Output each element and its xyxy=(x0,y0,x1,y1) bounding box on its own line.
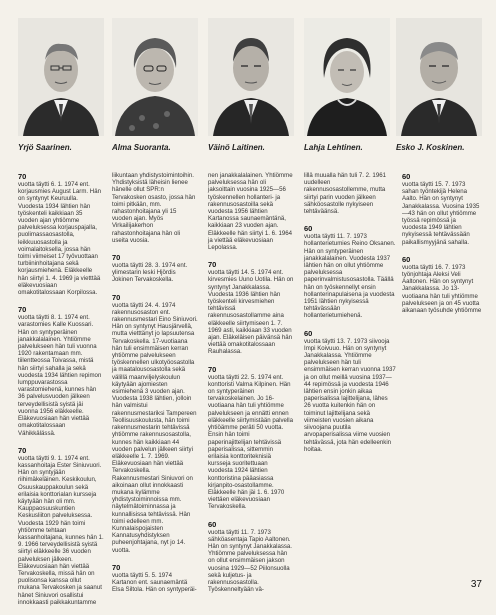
age-heading: 70 xyxy=(112,253,121,263)
text-column-1 xyxy=(18,172,104,615)
anniversary-entry xyxy=(208,260,294,355)
age-heading: 70 xyxy=(208,260,217,270)
age-heading: 70 xyxy=(112,562,121,572)
anniversary-entry xyxy=(112,172,198,244)
age-heading: 60 xyxy=(402,172,411,181)
text-column-4 xyxy=(304,172,396,462)
portrait-lahja-lehtinen xyxy=(304,18,390,152)
entry-text: vuotta täytti 11. 7. 1973 sähköasentaja Tapio Aaltonen. Hän on syntynyt Janakkalassa. Yhtiömme palveluksessa hän on ollut ensimmäisen jakson vuosina 1929—52 Piilonsuolla sekä kuljetus- ja rakennusosastolla. Työskenneltyään vä- xyxy=(208,528,293,594)
anniversary-entry xyxy=(304,224,396,319)
article-columns xyxy=(18,172,482,606)
anniversary-entry xyxy=(18,305,104,436)
entry-text: vuotta täytti 6. 1. 1974 ent. korjausmies August Larm. Hän on syntynyt Keuruulla. Vuodesta 1934 lähtien hän työskenteli kaikkiaan 35 vuoden ajan yhtiömme palveluksessa korjauspajalla, puolimassaosastolla, leikkuuosastolla ja voimalaitoksella, jossa hän toimi viimeiset 17 työvuottaan turbiininhoitajana sekä korjausmiehenä. Eläkkeelle hän siirtyi 1. 4. 1969 ja vietttää eläkevuosiaan omakotitalossaan Korpilossa. xyxy=(18,181,101,297)
age-heading: 70 xyxy=(208,364,217,374)
anniversary-entry xyxy=(208,365,294,511)
portrait-photo xyxy=(208,18,294,136)
anniversary-entry xyxy=(18,446,104,606)
age-heading: 60 xyxy=(304,224,313,234)
entry-text: vuotta täytti 28. 3. 1974 ent. ylimestarin leski Hjördis Jokinen Tervakoskella. xyxy=(112,262,188,284)
portrait-caption: Lahja Lehtinen. xyxy=(304,143,363,152)
entry-text: lillä muualla hän tuli 7. 2. 1961 uudelleen rakennusosastollemme, mutta siirtyi parin vuoden jälkeen sähköosastolle nykyiseen tehtäväänsä. xyxy=(304,172,386,216)
entry-text: vuotta täytti 5. 5. 1974 Kartanon ent. saunaemäntä Elsa Siltola. Hän on syntyperäi- xyxy=(112,571,197,594)
entry-text: vuotta täytti 9. 1. 1974 ent. kassanhoitaja Ester Siniuvuori. Hän on syntyjään riihimäkeläinen. Keskikoulun, Osuuskauppakoulun sekä erilaisia konttorialan kursseja käytyään hän oli mm. Kauppaosuuskuntien Keskusliiton palveluksessa. Vuodesta 1929 hän toimi yhtiömme tehtaan kassanhoitajana, kunnes hän 1. 9. 1966 terveydellisistä syistä siirtyi eläkkeelle 36 vuoden palveluksen jälkeen. Eläkevuosiaan hän viettää Tervakoskella, missä hän on puolisonsa kanssa ollut mukana Tervakosken ja saanut hänet Siniuvori osallistui innokkaasti paikkakuntamme xyxy=(18,454,104,606)
text-column-5 xyxy=(402,172,482,323)
portrait-caption: Alma Suoranta. xyxy=(112,143,171,152)
entry-text: vuotta täytti 15. 7. 1973 sahan työntekijä Helena Aalto. Hän on syntynyt Janakkalassa. Vuosina 1935—43 hän on ollut yhtiömme työssä repimössä ja vuodesta 1949 lähtien nykyisessä tehtävässään paikallismyyjänä sahalla. xyxy=(402,181,480,246)
anniversary-entry xyxy=(112,293,198,554)
entry-text: nen janakkalalainen. Yhtiömme palveluksessa hän oli jaksoittain vuosina 1925—56 työskennellen hollanteri- ja rakennusosastoilla sekä vuodesta 1956 lähtien Kartanossa saunaemäntänä, kaikkiaan 23 vuoden ajan. Eläkkeelle hän siirtyi 1. 6. 1964 ja viettää eläkevuosiaan Lepolassa. xyxy=(208,172,293,252)
anniversary-entry xyxy=(402,255,482,314)
anniversary-entry xyxy=(208,172,294,251)
entry-text: vuotta täytti 11. 7. 1973 hollanterietumies Reino Oksanen. Hän on syntyperäinen janakkalalainen. Vuodesta 1937 lähtien hän on ollut yhtiömme palveluksessa paperinvalmistusosastolla. Täällä hän on työskennellyt ensin hollanterinapulaisena ja vuodesta 1951 lähtien nykyisessä tehtävässään hollanterietumiehenä. xyxy=(304,233,396,320)
portrait-alma-suoranta xyxy=(112,18,198,152)
portrait-caption: Yrjö Saarinen. xyxy=(18,143,72,152)
portrait-esko-koskinen xyxy=(396,18,482,152)
age-heading: 60 xyxy=(304,328,313,338)
age-heading: 70 xyxy=(18,172,27,181)
portrait-row xyxy=(18,18,482,166)
anniversary-entry xyxy=(112,563,198,594)
age-heading: 60 xyxy=(208,519,217,529)
text-column-2 xyxy=(112,172,198,602)
anniversary-entry xyxy=(304,172,396,215)
entry-text: vuotta täytti 8. 1. 1974 ent. varastomies Kalle Kuossari. Hän on syntyperäinen janakkalalainen. Yhtiömme palvelukseen hän tuli vuonna 1920 rakentamaan mm. tiilentteossa Toivassa, mistä hän siirtyi sahalla ja sekä vuodesta 1934 lähtien repimon lumppuvarastossa varastomiehenä, kunnes hän 36 palvelusvuoden jälkeen terveydellisistä syistä jäi vuonna 1956 eläkkeelle. Eläkevuosiaan hän viettää omakotitalossaan Vähikkälässä. xyxy=(18,314,102,437)
portrait-photo xyxy=(396,18,482,136)
anniversary-entry xyxy=(112,253,198,284)
page-number: 37 xyxy=(470,579,482,590)
anniversary-entry xyxy=(402,172,482,246)
entry-text: vuotta täytti 24. 4. 1974 rakennusosaston ent. rakennusmestari Eino Siniuvori. Hän on syntynyt Hausjärvellä, mutta vietttänyt jo lapsuutensa Tervakoskella. 17-vuotiaana hän tuli ensimmäisen kerran yhtiömme palvelukseen työskennellen ulkotyöosastolla ja maatalousosastolla sekä välillä maanviljelyskoulun käytyään ajomiesten esimiehenä 3 vuoden ajan. Vuodesta 1938 lähtien, jolloin hän valmistui rakennusmestariksi Tampereen Teollisuuskoulusta, hän toimi rakennusmestarin tehtävissä yhtiömme rakennusosastolla, kunnes hän kaikkiaan 44 vuoden palvelun jälkeen siirtyi eläkkeelle 1. 7. 1969. Eläkevuosiaan hän viettää Tervakoskella. Rakennusmestari Siniuvori on aikoinaan ollut innokkaasti mukana kylämme yhdistystoiminnoissa mm. näytelmätoiminnassa ja kunnallisissa tehtävissä. Hän toimi edelleen mm. Kunnalaispojaisten Kannatusyhdistyksen puheenjohtajana, nyt jo 14. vuotta. xyxy=(112,301,198,554)
portrait-photo xyxy=(304,18,390,136)
portrait-photo xyxy=(112,18,198,136)
age-heading: 60 xyxy=(402,254,411,264)
portrait-vaino-laitinen xyxy=(208,18,294,152)
portrait-caption: Esko J. Koskinen. xyxy=(396,143,465,152)
portrait-yrjo-saarinen xyxy=(18,18,104,152)
entry-text: vuotta täytti 22. 5. 1974 ent. konttoristi Valma Kilpinen. Hän on syntyperäinen tervakoskelainen. Jo 16-vuotiaana hän tuli yhtiömme palvelukseen ja ennätti ennen eläkkeelle siirtymistään palvella yhtiöämme peräti 50 vuotta. Ensin hän toimi paperinajittelijan tehtävissä paperisalissa, sittemmin erilaisia konttoriteknisiä kursseja suoritettuaan vuodesta 1924 lähtien konttoristina pääasiassa kirjanpito-osastollamme. Eläkkeelle hän jäi 1. 6. 1970 viettäen eläkevuosiaan Tervakoskella. xyxy=(208,373,294,511)
text-column-3 xyxy=(208,172,294,602)
age-heading: 70 xyxy=(18,445,27,455)
age-heading: 70 xyxy=(112,292,121,302)
entry-text: vuotta täytti 14. 5. 1974 ent. kirvesmies Uuno Uotila. Hän on syntynyt Janakkalassa. Vuodesta 1936 lähtien hän työskenteli kirvesmiehen tehtävissä rakennusosastollamme aina eläkkeelle siirtymiseen 1. 7. 1969 asti, kaikkiaan 33 vuoden ajan. Eläkeläisen päivänsä hän viettää omakotitalossaan Rauhalassa. xyxy=(208,269,294,356)
entry-text: vuotta täytti 16. 7. 1973 työnjohtaja Aleksi Veli Aaltonen. Hän on syntynyt Janakkalassa. Jo 13-vuotiaana hän tuli yhtiömme palvelukseen ja on 45 vuotta aikanaan työsuhde yhtiömme xyxy=(402,263,482,315)
portrait-caption: Väinö Laitinen. xyxy=(208,143,265,152)
anniversary-entry xyxy=(208,520,294,594)
anniversary-entry xyxy=(18,172,104,296)
anniversary-entry xyxy=(304,329,396,453)
portrait-photo xyxy=(18,18,104,136)
age-heading: 70 xyxy=(18,305,27,315)
entry-text: vuotta täytti 13. 7. 1973 siivooja Impi Koivuuo. Hän on syntynyt Janakkalassa. Yhtiömme palvelukseen hän tuli ensimmäisen kerran vuonna 1937 ja on ollut meillä vuosina 1937—44 repimössä ja vuodesta 1946 lähtien ensin jonkin aikaa paperisalissa lajittelijana, lähes 26 vuotta kuitenkin hän on toiminut lajittelijana sekä viimeisten vuosien aikana siivoojana puutila arvopaperisalissa viime vuosien tehtävässä, jota hän edelleenkin hoitaa. xyxy=(304,337,396,453)
entry-text: liikuntaan yhdistystoimintoihin. Yhdistyksistä läheisin lienee hänelle ollut SPR:n Tervakosken osasto, jossa hän toimi pitkään, mm. rahastonhoitajana yli 15 vuoden ajan. Myös Virkailijakerhon rahastonhoitajana hän oli useita vuosia. xyxy=(112,172,196,244)
